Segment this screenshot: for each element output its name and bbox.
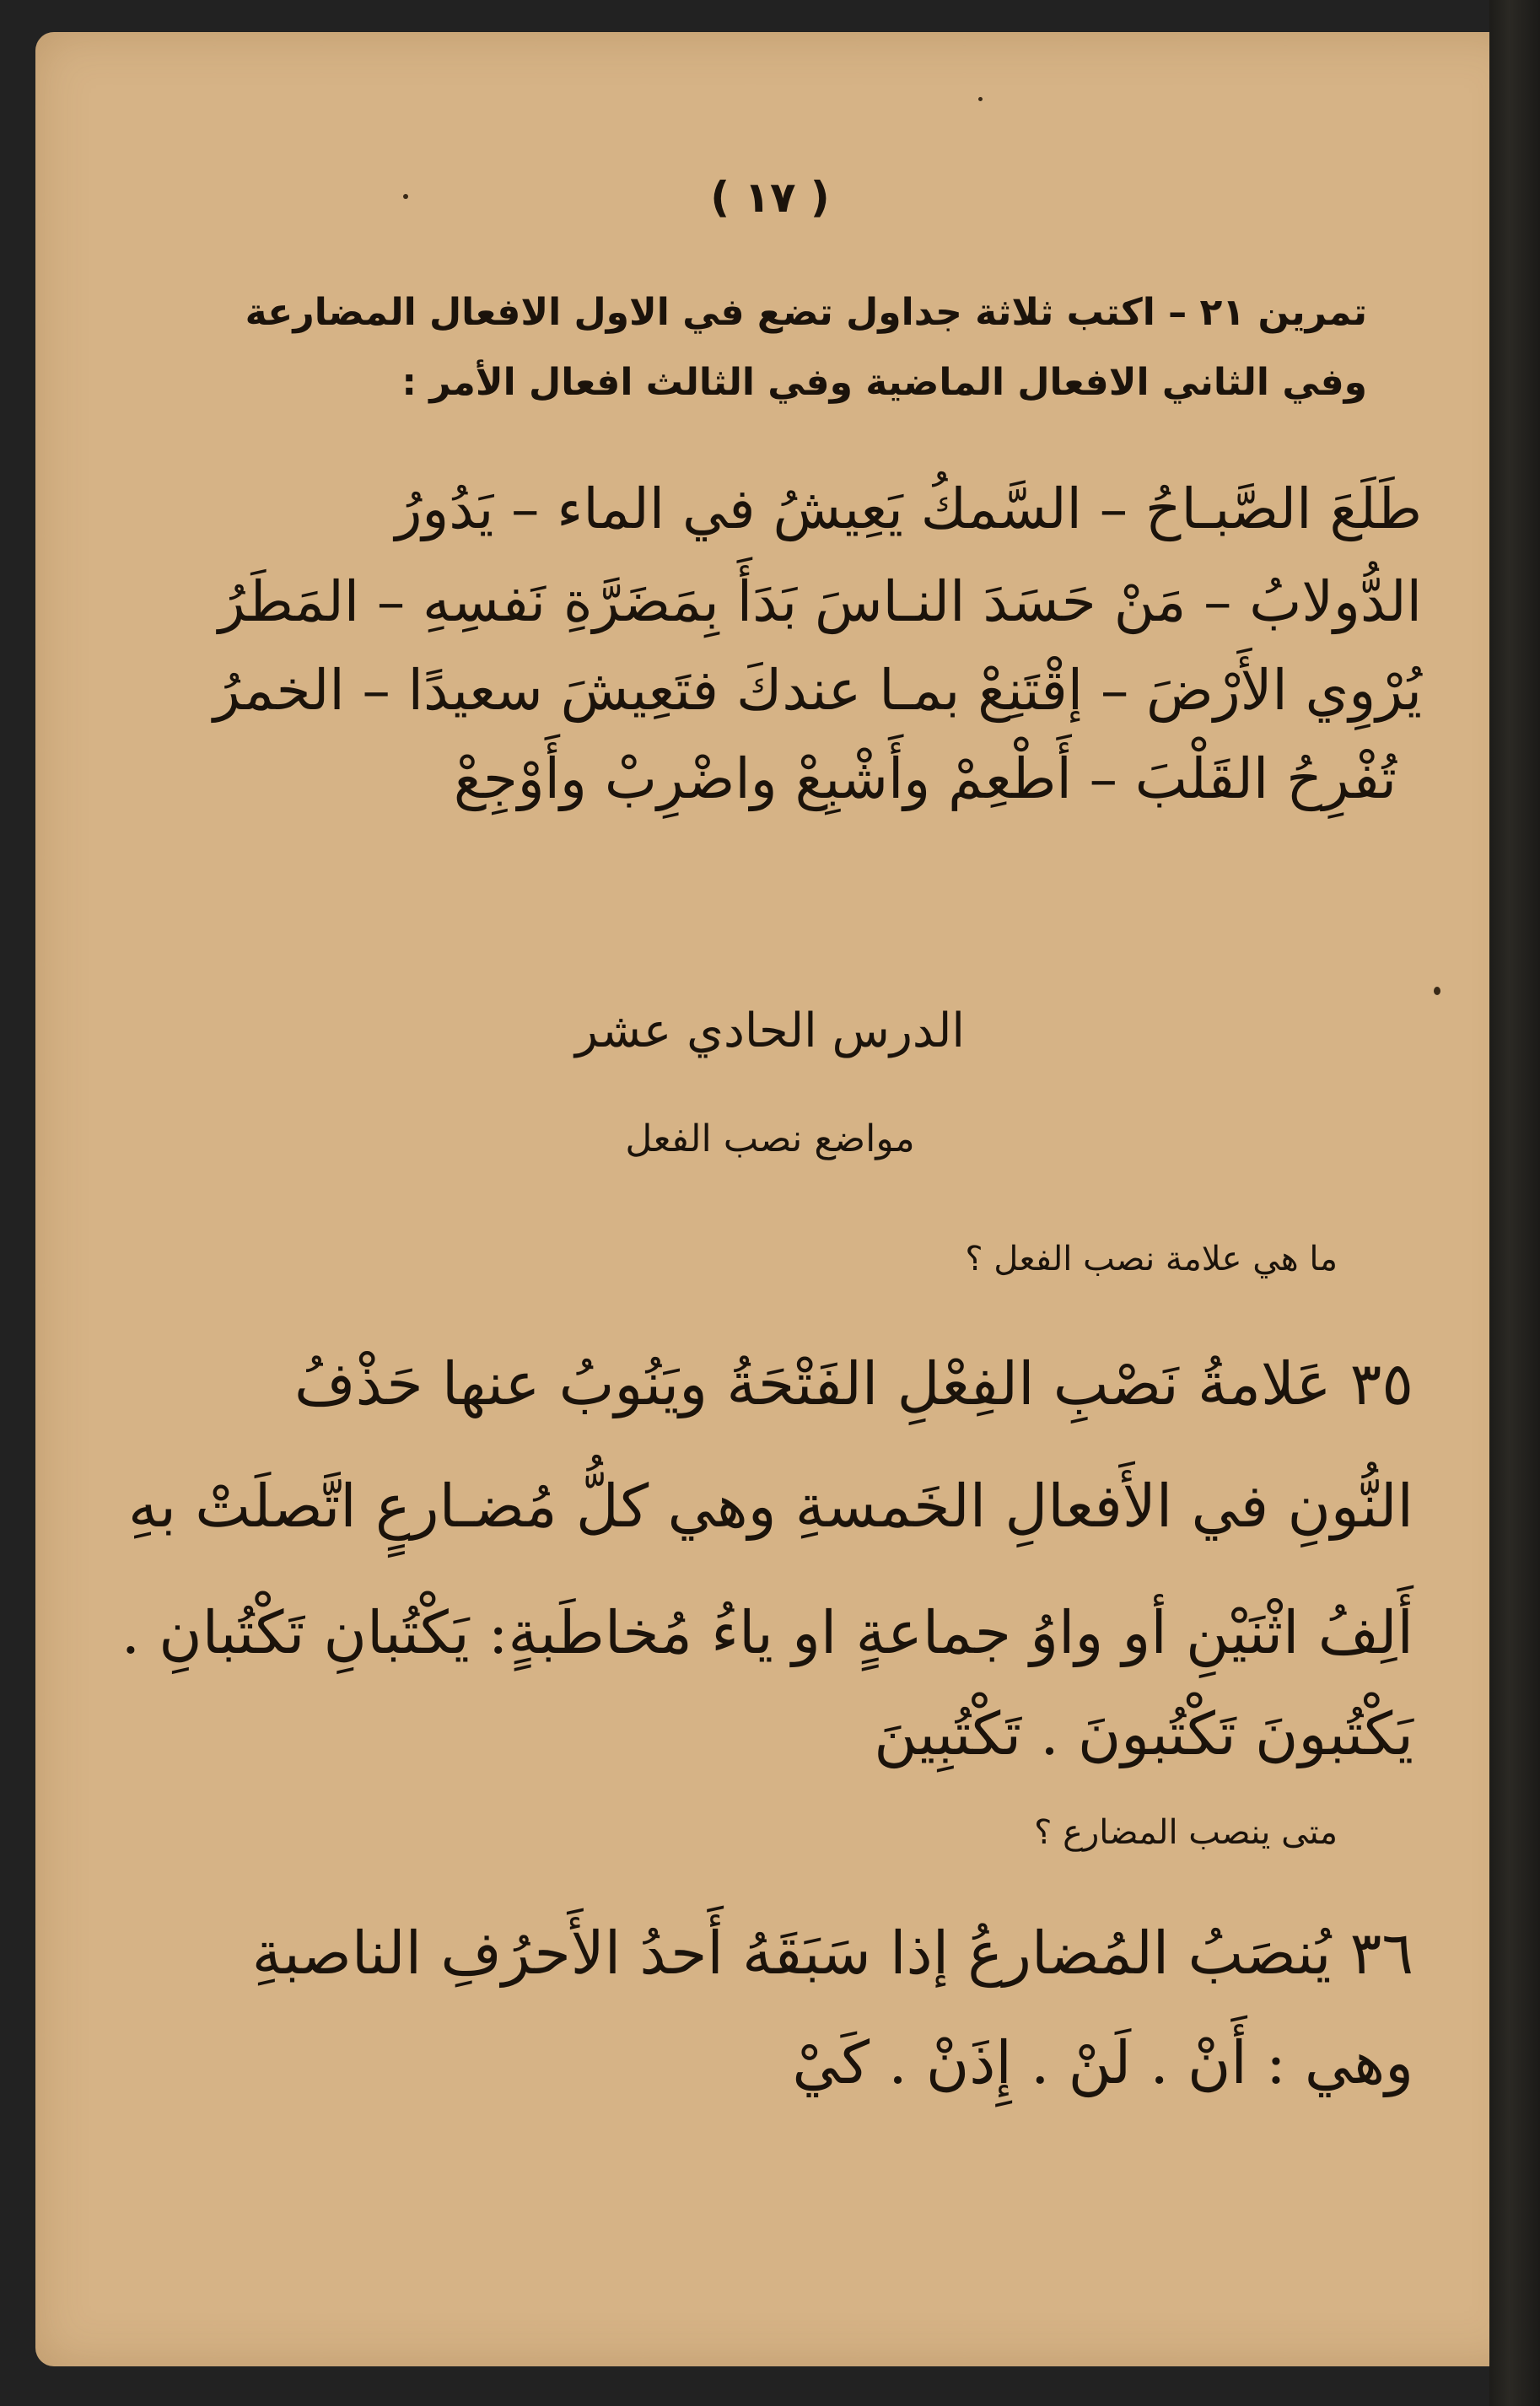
- exercise-line-1: تمرين ٢١ – اكتب ثلاثة جداول تضع في الاول الافعال المضارعة: [245, 291, 1367, 334]
- exercise-line-2: وفي الثاني الافعال الماضية وفي الثالث افعال الأمر :: [401, 361, 1367, 404]
- rule-36-line-1: ٣٦ يُنصَبُ المُضارعُ إذا سَبَقَهُ أَحدُ الأَحرُفِ الناصبةِ: [251, 1919, 1413, 1988]
- rule-36-line-2: وهي : أَنْ . لَنْ . إِذَنْ . كَيْ: [792, 2028, 1413, 2097]
- lesson-title: الدرس الحادي عشر: [575, 1004, 965, 1058]
- verse-line-4: تُفْرِحُ القَلْبَ – أَطْعِمْ وأَشْبِعْ واضْرِبْ وأَوْجِعْ: [453, 746, 1397, 811]
- verse-line-3: يُرْوِي الأَرْضَ – إقْتَنِعْ بمـا عندكَ فتَعِيشَ سعيدًا – الخمرُ: [213, 658, 1422, 723]
- page-edge: [1489, 0, 1540, 2406]
- paper-speck: [403, 194, 408, 199]
- question-2: متى ينصب المضارع ؟: [1034, 1813, 1338, 1852]
- question-1: ما هي علامة نصب الفعل ؟: [965, 1240, 1338, 1278]
- rule-35-line-2: النُّونِ في الأَفعالِ الخَمسةِ وهي كلُّ مُضـارعٍ اتَّصلَتْ بهِ: [127, 1472, 1413, 1541]
- lesson-subtitle: مواضع نصب الفعل: [625, 1117, 915, 1160]
- verse-line-1: طَلَعَ الصَّبـاحُ – السَّمكُ يَعِيشُ في الماء – يَدُورُ: [395, 476, 1422, 541]
- verse-line-2: الدُّولابُ – مَنْ حَسَدَ النـاسَ بَدَأَ بِمَضَرَّةِ نَفسِهِ – المَطَرُ: [218, 569, 1422, 634]
- rule-35-line-1: ٣٥ عَلامةُ نَصْبِ الفِعْلِ الفَتْحَةُ ويَنُوبُ عنها حَذْفُ: [294, 1349, 1413, 1418]
- rule-35-line-3: أَلِفُ اثْنَيْنِ أو واوُ جماعةٍ او ياءُ مُخاطَبةٍ: يَكْتُبانِ تَكْتُبانِ .: [121, 1598, 1413, 1667]
- paper-speck: [1434, 987, 1440, 995]
- page-number: ( ١٧ ): [710, 173, 830, 222]
- rule-35-line-4: يَكْتُبونَ تَكْتُبونَ . تَكْتُبِينَ: [874, 1699, 1413, 1768]
- paper-speck: [978, 97, 983, 101]
